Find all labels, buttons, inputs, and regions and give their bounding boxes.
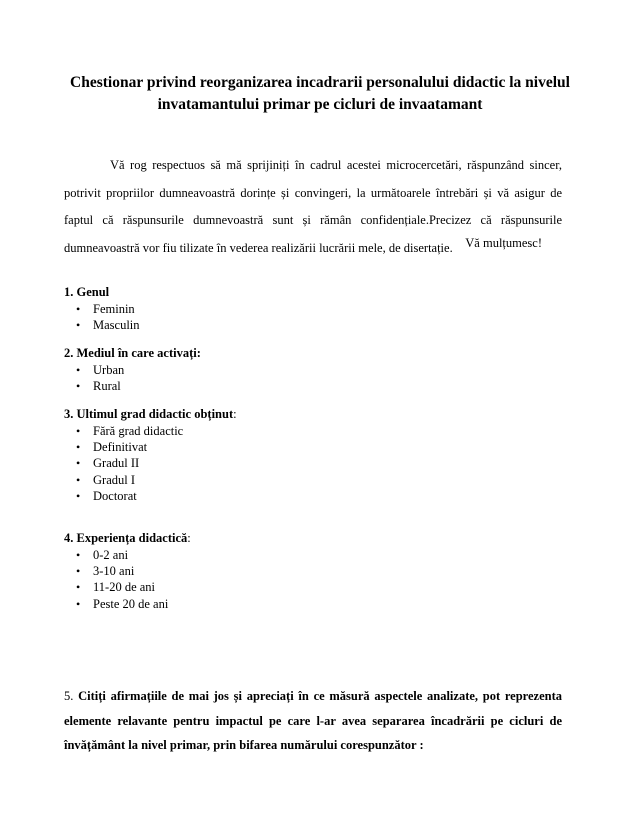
option-label: Gradul I [93,472,135,487]
bullet-icon: • [76,472,81,487]
question-5-number: 5. [64,689,74,703]
bullet-icon: • [76,456,81,471]
option-label: Rural [93,379,121,394]
question-4-title [64,530,564,547]
question-4-label: 4. Experiența didactică [64,531,188,545]
question-2-title [64,345,564,362]
question-4-options [64,547,564,612]
question-2-options [64,362,564,394]
question-2-label: 2. Mediul în care activați: [64,346,201,360]
option-label: Peste 20 de ani [93,596,169,611]
question-3-label: 3. Ultimul grad didactic obținut [64,407,234,421]
question-5-text: Citiți afirmațiile de mai jos și apreciați în ce măsură aspectele analizate, pot reprezenta elemente relavante pentru impactul pe care l-ar avea separarea încadrării pe cicluri de învățământ la nivel primar, prin bifarea numărului corespunzător : [64,689,563,752]
option-0-2-ani[interactable] [64,547,564,563]
bullet-icon: • [76,564,81,579]
bullet-icon: • [76,318,81,333]
option-label: Definitivat [93,440,148,455]
option-urban[interactable] [64,362,564,378]
bullet-icon: • [76,302,81,316]
option-fara-grad-didactic[interactable] [64,423,564,439]
option-11-20-ani[interactable] [64,579,564,595]
option-doctorat[interactable] [64,488,564,504]
option-gradul-i[interactable] [64,472,564,488]
option-3-10-ani[interactable] [64,563,564,579]
option-label: 0-2 ani [93,548,129,562]
option-masculin[interactable] [64,317,564,333]
question-3-options [64,423,564,504]
option-label: Doctorat [93,488,137,503]
option-gradul-ii[interactable] [64,455,564,471]
intro-text: Vă rog respectuos să mă sprijiniți în cadrul acestei microcercetări, răspunzând sincer, potrivit propriilor dumneavoastră dorințe și convingeri, la următoarele întrebări și vă asigur de faptul că răspunsurile dumnevoastră sunt și rămân confidențiale.Precizez că răspunsurile dumneavoastră vor fiu tilizate în vederea realizării lucrării mele, de disertație. [64,158,562,255]
question-3-suffix: : [233,407,237,421]
question-1-options [64,301,564,333]
question-2 [64,345,564,394]
bullet-icon: • [76,488,81,503]
option-label: 3-10 ani [93,564,135,579]
question-1 [64,284,564,333]
option-definitivat[interactable] [64,439,564,455]
question-5 [64,684,562,758]
option-label: Fără grad didactic [93,424,184,438]
option-label: Gradul II [93,456,140,471]
document-title: Chestionar privind reorganizarea incadrarii personalului didactic la nivelul invatamantului primar pe cicluri de invaatamant [70,74,570,113]
question-3 [64,406,564,504]
question-3-title [64,406,564,423]
bullet-icon: • [76,580,81,595]
bullet-icon: • [76,440,81,455]
bullet-icon: • [76,424,81,438]
question-1-label: 1. Genul [64,285,110,299]
option-feminin[interactable] [64,301,564,317]
option-label: Urban [93,363,125,377]
option-label: 11-20 de ani [93,580,156,595]
question-4-suffix: : [187,531,191,545]
bullet-icon: • [76,596,81,611]
thanks-note: Vă mulțumesc! [465,236,542,250]
bullet-icon: • [76,548,81,562]
question-1-title [64,284,564,301]
question-4 [64,530,564,612]
bullet-icon: • [76,363,81,377]
option-label: Feminin [93,302,135,316]
option-peste-20-ani[interactable] [64,596,564,612]
option-label: Masculin [93,318,140,333]
bullet-icon: • [76,379,81,394]
option-rural[interactable] [64,378,564,394]
